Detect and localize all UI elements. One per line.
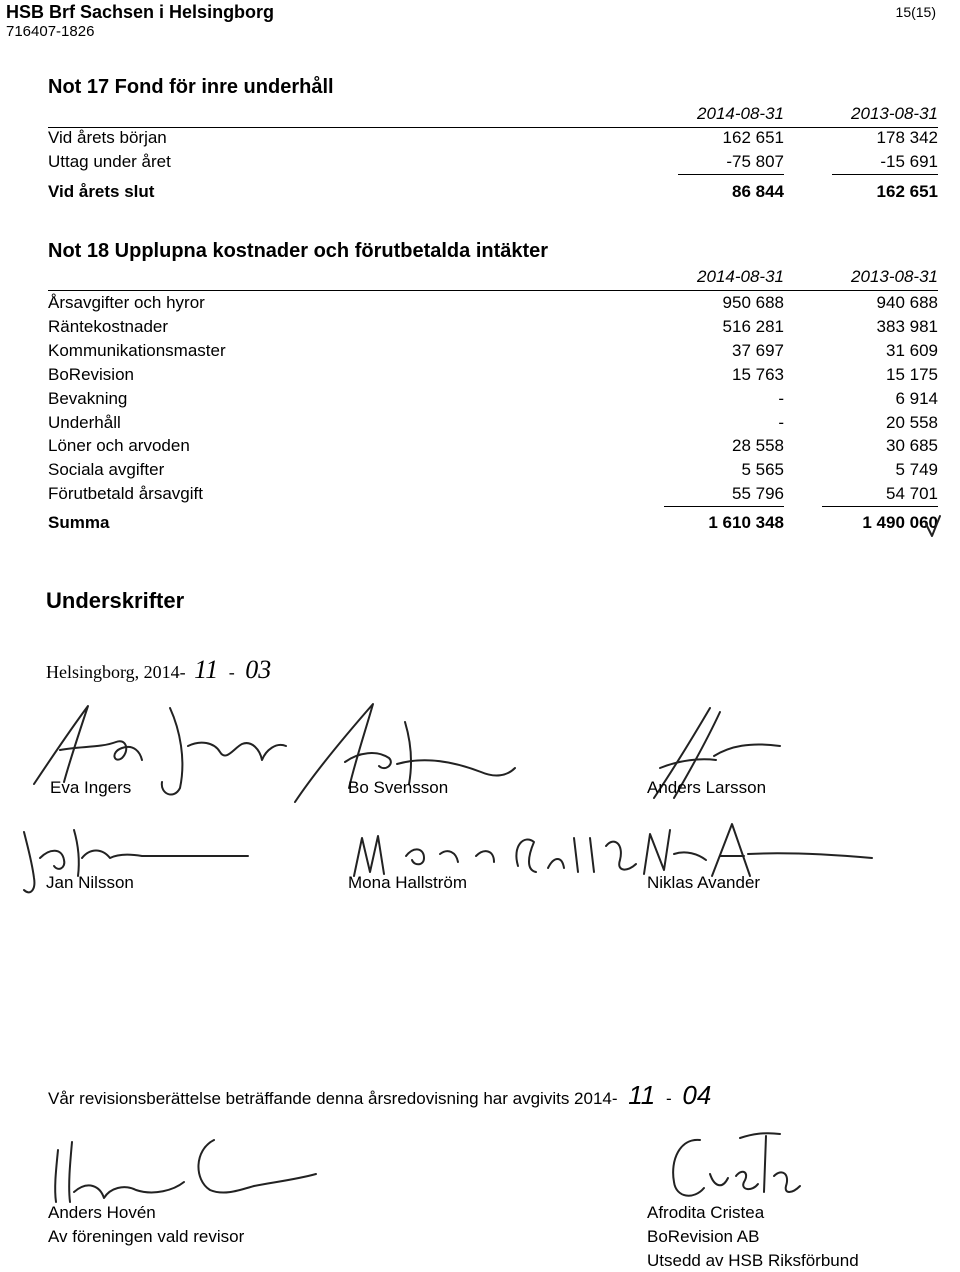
note18-rule bbox=[48, 290, 938, 291]
note17-total-label: Vid årets slut bbox=[48, 182, 155, 201]
note17-sum-rule-2013 bbox=[832, 174, 938, 175]
audit-date-day-handwritten: 04 bbox=[682, 1080, 712, 1110]
date-separator: - bbox=[228, 662, 235, 682]
auditor2-appointed-by: Utsedd av HSB Riksförbund bbox=[647, 1251, 859, 1270]
note17-total-2013: 162 651 bbox=[876, 182, 938, 201]
auditor2-company: BoRevision AB bbox=[647, 1227, 760, 1246]
note18-row-value-2013: 54 701 bbox=[886, 484, 938, 503]
note18-row-label: Underhåll bbox=[48, 413, 121, 432]
note18-row-value-2014: 15 763 bbox=[732, 365, 784, 384]
signature-afrodita-cristea bbox=[640, 1120, 810, 1210]
auditor1-name: Anders Hovén bbox=[48, 1203, 156, 1222]
auditor1-role: Av föreningen vald revisor bbox=[48, 1227, 245, 1246]
date-month-handwritten: 11 bbox=[194, 655, 219, 684]
page-number: 15(15) bbox=[895, 4, 936, 20]
audit-date-month-handwritten: 11 bbox=[628, 1080, 656, 1110]
note17-title: Not 17 Fond för inre underhåll bbox=[48, 76, 334, 98]
signature-anders-hoven bbox=[44, 1130, 324, 1210]
note18-sum-rule-2013 bbox=[822, 506, 938, 507]
date-day-handwritten: 03 bbox=[245, 655, 272, 684]
note18-row-value-2014: - bbox=[778, 413, 784, 432]
note18-col2-header: 2013-08-31 bbox=[851, 267, 938, 286]
note18-col1-header: 2014-08-31 bbox=[697, 267, 784, 286]
note17-row-value-2014: -75 807 bbox=[726, 152, 784, 171]
signer-name: Mona Hallström bbox=[348, 873, 468, 892]
note17-col1-header: 2014-08-31 bbox=[697, 104, 784, 123]
signatures-heading: Underskrifter bbox=[46, 588, 185, 613]
note18-row-value-2013: 20 558 bbox=[886, 413, 938, 432]
note17-row-value-2013: -15 691 bbox=[880, 152, 938, 171]
audit-date-separator: - bbox=[666, 1089, 672, 1108]
organization-number: 716407-1826 bbox=[6, 23, 95, 40]
note18-row-label: Årsavgifter och hyror bbox=[48, 293, 205, 312]
note18-row-value-2014: 55 796 bbox=[732, 484, 784, 503]
note18-row-label: Löner och arvoden bbox=[48, 436, 190, 455]
note18-row-value-2013: 940 688 bbox=[876, 293, 938, 312]
signer-name: Eva Ingers bbox=[50, 778, 132, 797]
note17-row-value-2014: 162 651 bbox=[722, 128, 784, 147]
signer-name: Jan Nilsson bbox=[46, 873, 134, 892]
note17-row-value-2013: 178 342 bbox=[876, 128, 938, 147]
note18-row-label: Bevakning bbox=[48, 389, 128, 408]
place-date-prefix: Helsingborg, 2014- bbox=[46, 662, 186, 682]
check-mark-icon bbox=[924, 512, 944, 540]
note18-row-label: BoRevision bbox=[48, 365, 134, 384]
note18-row-label: Räntekostnader bbox=[48, 317, 169, 336]
note17-total-2014: 86 844 bbox=[732, 182, 784, 201]
note17-row-label: Uttag under året bbox=[48, 152, 171, 171]
note18-row-value-2014: 5 565 bbox=[741, 460, 784, 479]
note17-rule bbox=[48, 127, 938, 128]
note18-row-value-2013: 383 981 bbox=[876, 317, 938, 336]
audit-statement bbox=[48, 1080, 711, 1111]
note18-row-value-2014: - bbox=[778, 389, 784, 408]
note18-row-value-2014: 516 281 bbox=[722, 317, 784, 336]
signer-name: Niklas Avander bbox=[647, 873, 761, 892]
note18-row-value-2013: 31 609 bbox=[886, 341, 938, 360]
signer-name: Anders Larsson bbox=[647, 778, 767, 797]
auditor2-name: Afrodita Cristea bbox=[647, 1203, 765, 1222]
note18-row-label: Kommunikationsmaster bbox=[48, 341, 226, 360]
note18-row-value-2013: 15 175 bbox=[886, 365, 938, 384]
signer-name: Bo Svensson bbox=[348, 778, 449, 797]
note18-row-value-2014: 37 697 bbox=[732, 341, 784, 360]
note17-sum-rule-2014 bbox=[678, 174, 784, 175]
note18-title: Not 18 Upplupna kostnader och förutbetalda intäkter bbox=[48, 240, 549, 262]
note18-row-value-2014: 950 688 bbox=[722, 293, 784, 312]
note18-row-value-2013: 30 685 bbox=[886, 436, 938, 455]
note18-row-value-2013: 6 914 bbox=[895, 389, 938, 408]
audit-statement-text: Vår revisionsberättelse beträffande denna årsredovisning har avgivits 2014- bbox=[48, 1089, 618, 1108]
note17-col2-header: 2013-08-31 bbox=[851, 104, 938, 123]
place-date bbox=[46, 655, 271, 685]
note18-total-2013: 1 490 060 bbox=[862, 513, 938, 532]
note18-total-2014: 1 610 348 bbox=[708, 513, 784, 532]
note18-total-label: Summa bbox=[48, 513, 110, 532]
note18-row-value-2013: 5 749 bbox=[895, 460, 938, 479]
note18-row-value-2014: 28 558 bbox=[732, 436, 784, 455]
organization-name: HSB Brf Sachsen i Helsingborg bbox=[6, 2, 275, 22]
note18-row-label: Sociala avgifter bbox=[48, 460, 165, 479]
note18-row-label: Förutbetald årsavgift bbox=[48, 484, 203, 503]
note17-row-label: Vid årets början bbox=[48, 128, 167, 147]
note18-sum-rule-2014 bbox=[664, 506, 784, 507]
